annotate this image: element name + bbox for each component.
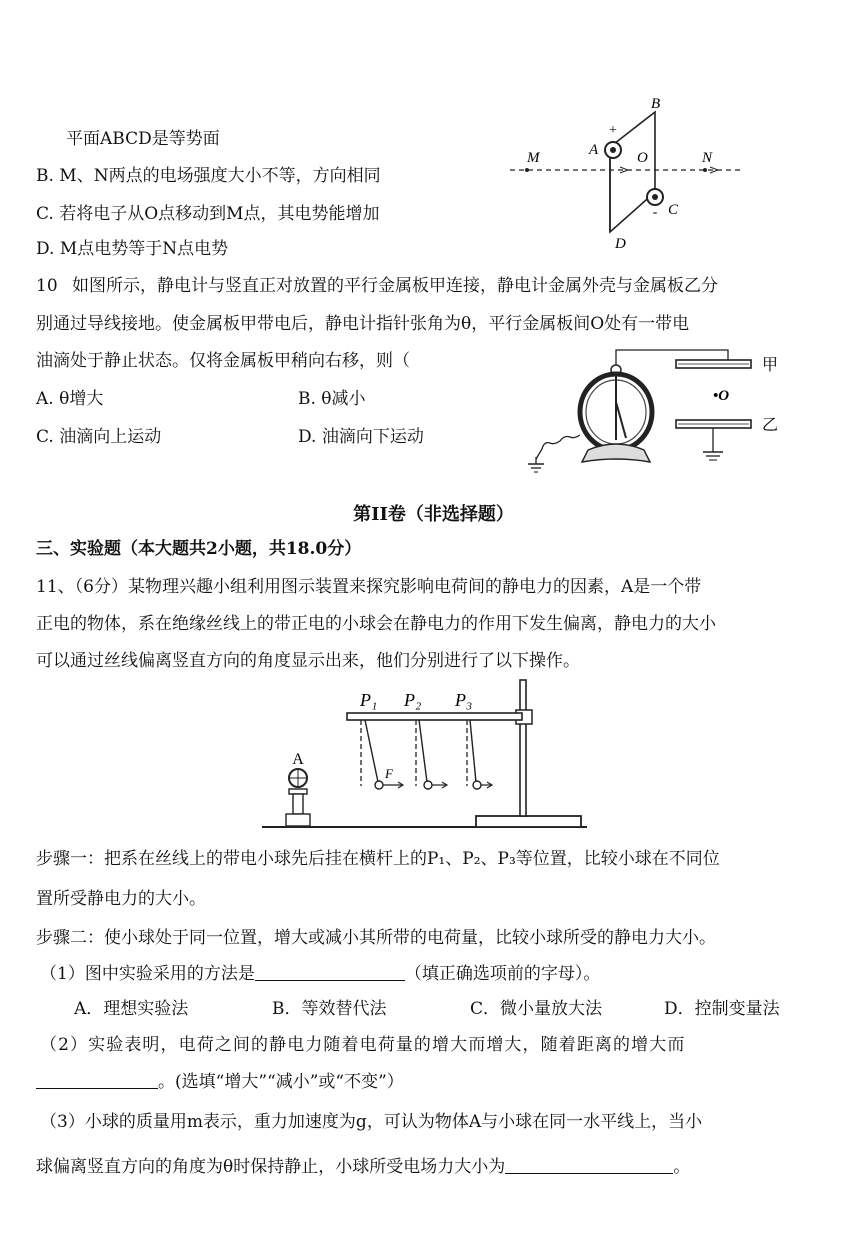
svg-text:P₃: P₃ [455, 690, 473, 710]
q11-sub1 [40, 962, 600, 985]
sub1-tail: （填正确选项前的字母）。 [404, 964, 601, 984]
q10-option-a: A. θ增大 [36, 389, 104, 409]
q10-option-b: B. θ减小 [298, 389, 366, 409]
svg-text:P₂: P₂ [404, 690, 422, 710]
q11-stem-line1: 11、（6分）某物理兴趣小组利用图示装置来探究影响电荷间的静电力的因素，A是一个带 [36, 577, 702, 597]
section-title: 第II卷（非选择题） [353, 504, 514, 525]
q10-stem-line3: 油滴处于静止状态。仅将金属板甲稍向右移，则（ [36, 351, 410, 371]
charged-object-a [286, 751, 310, 826]
part3-heading: 三、实验题（本大题共2小题，共18.0分） [36, 539, 362, 559]
q11-sub2-line1: （2）实验表明，电荷之间的静电力随着电荷量的增大而增大，随着距离的增大而 [40, 1035, 686, 1055]
q9-option-a-tail: 平面ABCD是等势面 [66, 129, 220, 149]
svg-text:甲: 甲 [762, 357, 779, 374]
step1-line1: 步骤一：把系在丝线上的带电小球先后挂在横杆上的P₁、P₂、P₃等位置，比较小球在不同位 [36, 849, 720, 869]
q9-figure [505, 92, 755, 262]
sub2-tail: 。(选填“增大”“减小”或“不变”） [158, 1072, 404, 1092]
q10-number: 10 [36, 276, 58, 296]
stand-base [476, 816, 581, 827]
q11-figure [262, 678, 592, 833]
q11-opt-b: B．等效替代法 [272, 999, 387, 1019]
electroscope [580, 365, 652, 462]
svg-text:+: + [609, 123, 617, 138]
q11-opt-c: C．微小量放大法 [470, 999, 603, 1019]
svg-text:D: D [615, 236, 626, 252]
q10-stem-line2: 别通过导线接地。使金属板甲带电后，静电计指针张角为θ，平行金属板间O处有一带电 [36, 314, 690, 334]
sub1-text: （1）图中实验采用的方法是 [40, 964, 255, 984]
step2-line: 步骤二：使小球处于同一位置，增大或减小其所带的电荷量，比较小球所受的静电力大小。 [36, 928, 716, 948]
svg-text:F: F [385, 766, 393, 781]
q10-option-c: C. 油滴向上运动 [36, 427, 162, 447]
q10-option-d: D. 油滴向下运动 [298, 427, 424, 447]
svg-text:乙: 乙 [762, 417, 779, 434]
q11-sub3-line2 [36, 1155, 690, 1178]
q11-sub2-line2 [36, 1070, 404, 1093]
sub3-answer-blank[interactable] [505, 1155, 673, 1174]
svg-text:•O: •O [713, 388, 730, 404]
sub2-answer-blank[interactable] [36, 1070, 158, 1089]
q11-opt-d: D．控制变量法 [664, 999, 780, 1019]
sub3-end: 。 [673, 1157, 691, 1177]
q9-option-c: C. 若将电子从O点移动到M点，其电势能增加 [36, 204, 380, 224]
q10-stem-line1: 如图所示，静电计与竖直正对放置的平行金属板甲连接，静电计金属外壳与金属板乙分 [72, 276, 718, 296]
svg-text:A: A [292, 751, 304, 768]
q9-option-b: B. M、N两点的电场强度大小不等，方向相同 [36, 166, 381, 186]
svg-text:O: O [637, 150, 648, 166]
step1-line2: 置所受静电力的大小。 [36, 889, 206, 909]
q9-option-d: D. M点电势等于N点电势 [36, 239, 229, 259]
svg-text:C: C [668, 202, 679, 218]
svg-text:P₁: P₁ [360, 690, 378, 710]
q11-stem-line3: 可以通过丝线偏离竖直方向的角度显示出来，他们分别进行了以下操作。 [36, 651, 580, 671]
q11-opt-a: A．理想实验法 [74, 999, 189, 1019]
crossbar [347, 713, 522, 720]
svg-text:A: A [589, 142, 599, 158]
svg-text:-: - [652, 205, 658, 220]
svg-text:B: B [651, 96, 661, 112]
sub1-answer-blank[interactable] [255, 962, 405, 981]
q11-sub3-line1: （3）小球的质量用m表示，重力加速度为g，可认为物体A与小球在同一水平线上，当小 [40, 1112, 703, 1132]
svg-text:M: M [527, 150, 540, 166]
stand-pole [520, 680, 526, 816]
q10-figure [528, 340, 788, 480]
q11-stem-line2: 正电的物体，系在绝缘丝线上的带正电的小球会在静电力的作用下发生偏离，静电力的大小 [36, 614, 716, 634]
svg-text:N: N [702, 150, 713, 166]
sub3-text: 球偏离竖直方向的角度为θ时保持静止，小球所受电场力大小为 [36, 1157, 506, 1177]
